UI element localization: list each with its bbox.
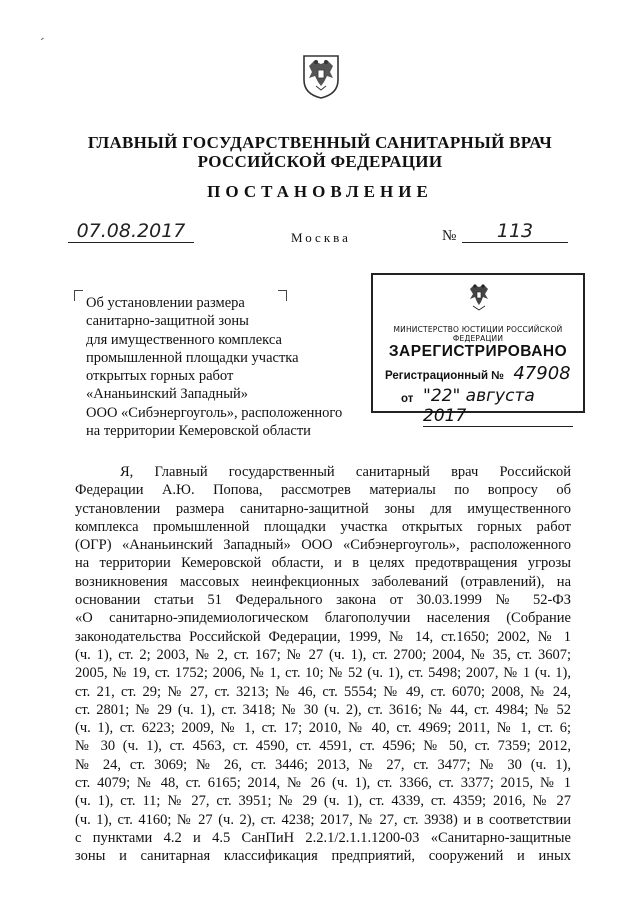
body-line: 2005, № 19, ст. 1752; 2006, № 1, ст. 10; № 52 (ч. 1), ст. 5498; 2007, № 1 (ч. 1), (75, 665, 571, 682)
body-line: (ч. 1), ст. 6223; 2009, № 1, ст. 17; 2010, № 40, ст. 4969; 2011, № 1, ст. 6; (75, 720, 571, 737)
body-line: Я, Главный государственный санитарный врач Российской (120, 464, 571, 480)
subject-line: ООО «Сибэнергоуголь», расположенного (86, 404, 343, 421)
body-line: возникновения массовых неинфекционных заболеваний (отравлений), на (75, 573, 571, 590)
coat-of-arms-emblem (300, 52, 342, 100)
subject-line: открытых горных работ (86, 368, 234, 385)
body-line: зоны и санитарная классификация предприятий, сооружений и иных (75, 848, 571, 865)
body-line: № 30 (ч. 1), ст. 4563, ст. 4590, ст. 4591, ст. 4596; № 50, ст. 7359; 2012, (75, 738, 571, 755)
body-line: основании статьи 51 Федерального закона от 30.03.1999 № 52-ФЗ (75, 592, 571, 609)
authority-title-line2: РОССИЙСКОЙ ФЕДЕРАЦИИ (197, 152, 443, 171)
decree-date: 07.08.2017 (68, 220, 194, 243)
decree-city: Москва (291, 230, 351, 245)
subject-line: санитарно-защитной зоны (86, 313, 249, 330)
body-line: № 24, ст. 3069; № 26, ст. 3446; 2013, № 27, ст. 3477; № 30 (ч. 1), (75, 756, 571, 773)
body-line: ст. 4079; № 48, ст. 6165; 2014, № 26 (ч. 1), ст. 3366, ст. 3377; 2015, № 1 (75, 775, 571, 792)
subject-line: Об установлении размера (86, 295, 245, 311)
body-line: с пунктами 4.2 и 4.5 СанПиН 2.2.1/2.1.1.1200-03 «Санитарно-защитные (75, 829, 571, 846)
stamp-reg-number: 47908 (513, 363, 571, 384)
stamp-reg-label: Регистрационный № (385, 370, 505, 382)
body-line: (ч. 1), ст. 4160; № 27 (ч. 2), ст. 4238; 2017, № 27, ст. 3938) и в соответствии (75, 811, 571, 828)
body-line: ст. 21, ст. 29; № 27, ст. 3213; № 46, ст. 5554; № 49, ст. 6070; 2008, № 24, (75, 683, 571, 700)
body-line: (ч. 1), ст. 2; 2003, № 2, ст. 167; № 27 (ч. 1), ст. 2700; 2004, № 35, ст. 3607; (75, 646, 571, 663)
authority-title-line1: ГЛАВНЫЙ ГОСУДАРСТВЕННЫЙ САНИТАРНЫЙ ВРАЧ (87, 133, 553, 152)
stamp-emblem-icon (465, 281, 493, 313)
document-type-heading: ПОСТАНОВЛЕНИЕ (207, 182, 433, 201)
stamp-date-label: от (401, 393, 414, 405)
subject-line: «Ананьинский Западный» (86, 386, 249, 403)
stamp-organization: МИНИСТЕРСТВО ЮСТИЦИИ РОССИЙСКОЙ ФЕДЕРАЦИИ (393, 325, 563, 343)
decree-number-label: № (442, 228, 457, 244)
body-line: законодательства Российской Федерации, 1999, № 14, ст.1650; 2002, № 1 (75, 628, 571, 645)
decree-subject (86, 294, 356, 440)
stamp-registered: ЗАРЕГИСТРИРОВАНО (388, 343, 568, 360)
body-line: комплекса промышленной площадки участка открытых горных работ (75, 518, 571, 535)
subject-bracket-left (74, 290, 83, 301)
body-line: ст. 2801; № 29 (ч. 1), ст. 3418; № 30 (ч. 2), ст. 3616; № 44, ст. 4984; № 52 (75, 701, 571, 718)
subject-line: для имущественного комплекса (86, 331, 282, 348)
body-line: «О санитарно-эпидемиологическом благополучии населения (Собрание (75, 610, 571, 627)
body-line: (ч. 1), ст. 11; № 27, ст. 3951; № 29 (ч. 1), ст. 4339, ст. 4359; 2016, № 27 (75, 793, 571, 810)
registration-stamp (371, 273, 585, 426)
body-line: установлении размера санитарно-защитной зоны для имущественного (75, 500, 571, 517)
stamp-reg-date: "22" августа 2017 (423, 386, 573, 427)
body-line: Федерации А.Ю. Попова, рассмотрев материалы по вопросу об (75, 482, 571, 499)
decree-number: 113 (462, 220, 568, 243)
subject-line: промышленной площадки участка (86, 349, 299, 366)
stray-mark (41, 38, 46, 44)
decree-body (75, 463, 571, 866)
subject-line: на территории Кемеровской области (86, 423, 311, 440)
body-line: на территории Кемеровской области, и в целях предотвращения угрозы (75, 555, 571, 572)
body-line: (ОГР) «Ананьинский Западный» ООО «Сибэнергоуголь», расположенного (75, 537, 571, 554)
